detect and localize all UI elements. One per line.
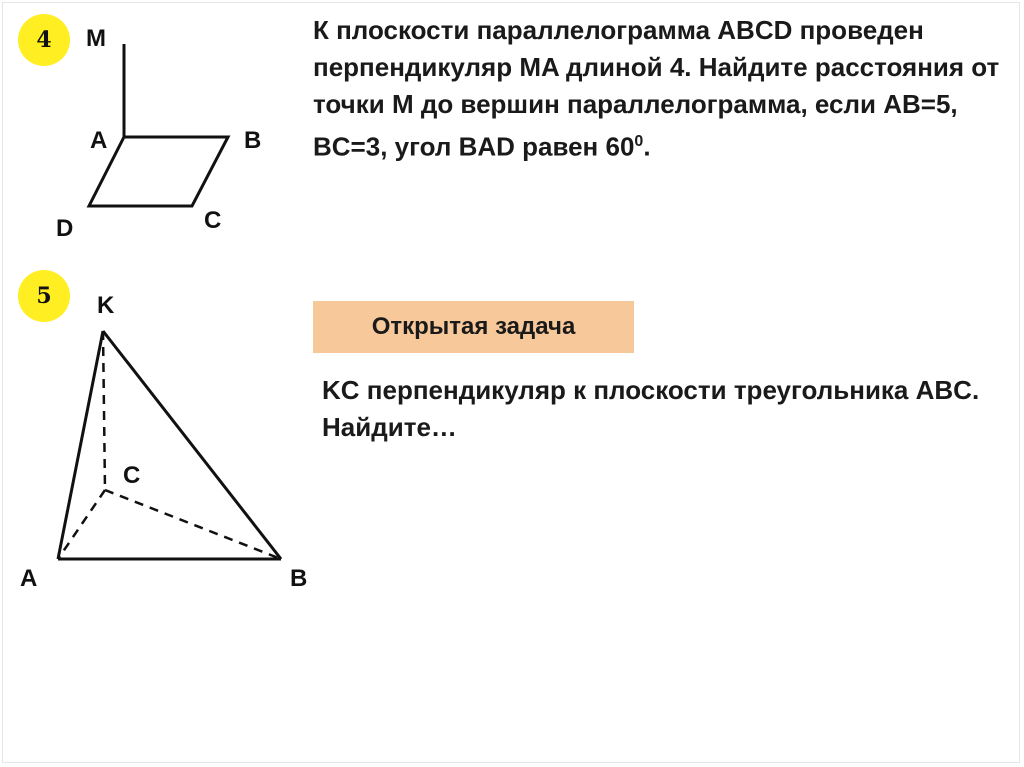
label-K: K: [97, 292, 115, 319]
problem-4-period: .: [643, 131, 651, 162]
tetrahedron-figure: [58, 331, 281, 559]
problem-5-number: 5: [36, 283, 52, 309]
label-B: B: [244, 127, 262, 154]
label-D: D: [56, 215, 74, 242]
edge-KB: [103, 331, 281, 559]
parallelogram-ABCD: [89, 137, 228, 206]
problem-5-number-badge: [18, 270, 70, 322]
label-B-tetra: B: [290, 565, 308, 592]
degree-superscript: 0: [634, 133, 644, 150]
open-task-label: Открытая задача: [371, 313, 576, 340]
label-C-tetra: C: [123, 462, 141, 489]
problem-4-text: [313, 12, 1013, 166]
label-C: C: [204, 207, 222, 234]
problem-4-number: 4: [36, 27, 52, 53]
label-M: M: [86, 25, 106, 52]
open-task-tag: [313, 301, 634, 353]
label-A-tetra: A: [20, 565, 38, 592]
parallelogram-figure: [89, 44, 228, 206]
edge-KA: [58, 331, 103, 559]
edge-KC-hidden: [103, 331, 105, 490]
problem-4-statement: К плоскости параллелограмма ABCD проведен перпендикуляр MA длиной 4. Найдите расстояния от точки M до вершин параллелограмма, если AB=5, BC=3, угол BAD равен 60: [313, 15, 1000, 162]
problem-5-text: KC перпендикуляр к плоскости треугольника ABC. Найдите…: [322, 375, 980, 442]
label-A: A: [90, 127, 108, 154]
